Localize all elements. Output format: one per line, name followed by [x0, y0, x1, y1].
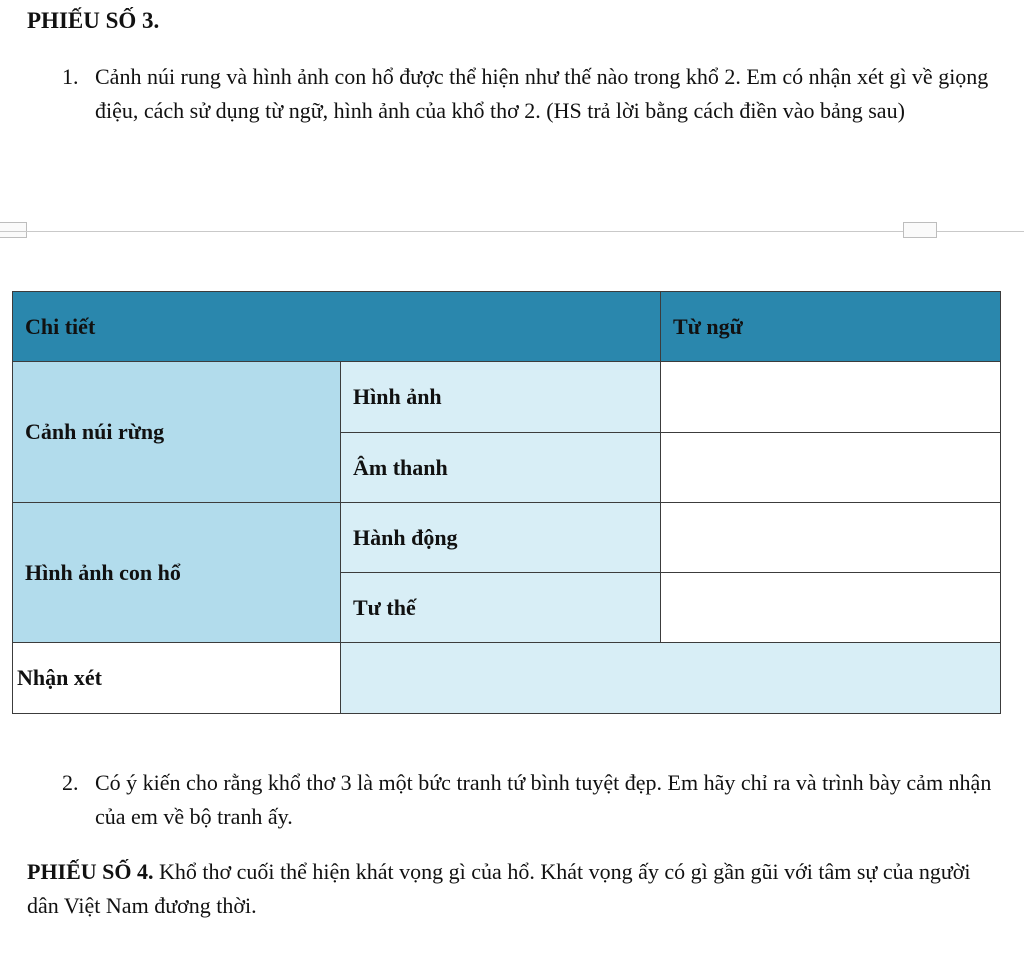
table-header-row	[13, 292, 1001, 362]
category-mountain-forest: Cảnh núi rừng	[13, 362, 341, 503]
category-tiger-image: Hình ảnh con hổ	[13, 503, 341, 643]
question-1	[62, 60, 992, 128]
question-2-number: 2.	[62, 770, 79, 795]
row-remark: Nhận xét	[13, 643, 341, 714]
sheet4-text: Khổ thơ cuối thể hiện khát vọng gì của hổ. Khát vọng ấy có gì gần gũi với tâm sự của người dân Việt Nam đương thời.	[27, 859, 971, 918]
answer-cell-sound[interactable]	[661, 433, 1001, 503]
row-image: Hình ảnh	[341, 362, 661, 433]
sheet3-heading: PHIẾU SỐ 3.	[27, 8, 160, 33]
question-1-text: Cảnh núi rung và hình ảnh con hổ được thể hiện như thế nào trong khổ 2. Em có nhận xét gì về giọng điệu, cách sử dụng từ ngữ, hình ảnh của khổ thơ 2. (HS trả lời bằng cách điền vào bảng sau)	[95, 64, 989, 123]
question-2	[62, 766, 992, 834]
answer-cell-remark[interactable]	[341, 643, 1001, 714]
answer-table	[12, 291, 1001, 714]
table-row	[13, 643, 1001, 714]
sheet4-heading: PHIẾU SỐ 4.	[27, 859, 154, 884]
margin-marker-right	[903, 222, 937, 238]
page-divider	[0, 231, 1024, 232]
header-words: Từ ngữ	[661, 292, 1001, 362]
sheet4-paragraph	[27, 855, 987, 923]
question-1-number: 1.	[62, 64, 79, 89]
row-sound: Âm thanh	[341, 433, 661, 503]
margin-marker-left	[0, 222, 27, 238]
row-posture: Tư thế	[341, 573, 661, 643]
row-action: Hành động	[341, 503, 661, 573]
question-2-text: Có ý kiến cho rằng khổ thơ 3 là một bức tranh tứ bình tuyệt đẹp. Em hãy chỉ ra và trình bày cảm nhận của em về bộ tranh ấy.	[95, 770, 992, 829]
answer-cell-posture[interactable]	[661, 573, 1001, 643]
answer-cell-action[interactable]	[661, 503, 1001, 573]
answer-cell-image[interactable]	[661, 362, 1001, 433]
header-detail: Chi tiết	[13, 292, 661, 362]
table-row	[13, 503, 1001, 573]
table-row	[13, 362, 1001, 433]
